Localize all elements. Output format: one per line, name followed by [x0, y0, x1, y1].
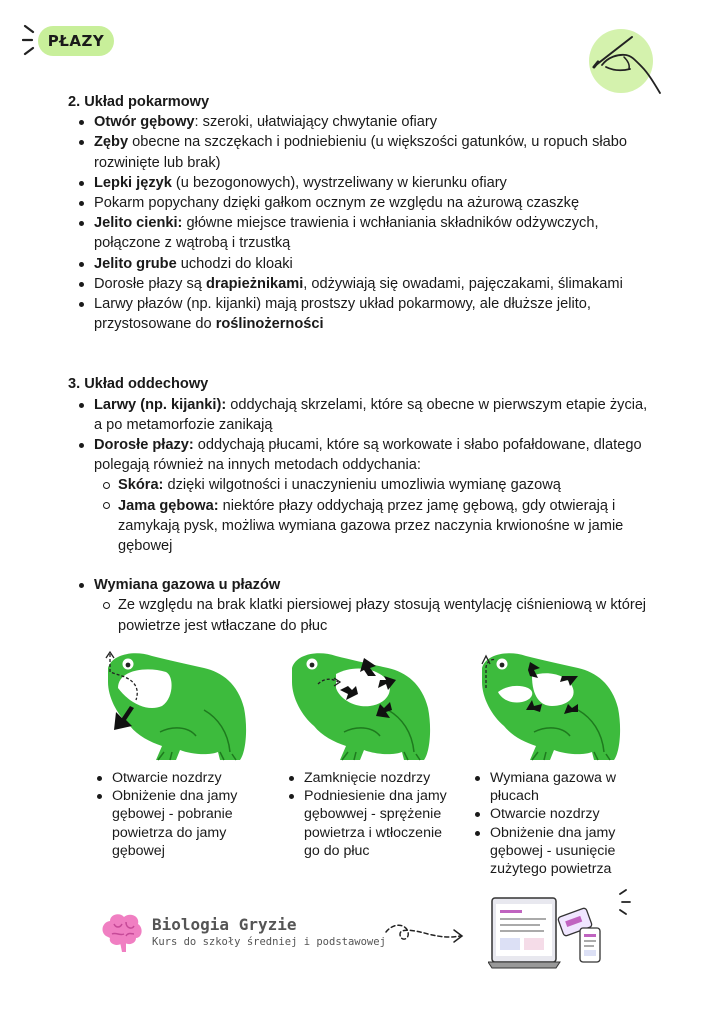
brand-name: Biologia Gryzie — [152, 915, 297, 934]
list-item: Pokarm popychany dzięki gałkom ocznym ze względu na ażurową czaszkę — [94, 193, 658, 213]
sub-list-item: Ze względu na brak klatki piersiowej płazy stosują wentylację ciśnieniową w której powietrze jest wtłaczane do płuc — [118, 595, 658, 635]
writing-hand-icon — [584, 27, 664, 97]
brain-logo-icon — [98, 910, 144, 954]
topic-tag: PŁAZY — [38, 26, 114, 56]
frog-diagram-2 — [284, 648, 434, 766]
list-item: Zęby obecne na szczękach i podniebieniu (u większości gatunków, u ropuch słabo rozwinięte lub brak) — [94, 132, 658, 172]
sub-list — [94, 475, 658, 556]
sub-list-item: Skóra: dzięki wilgotności i unaczynieniu umozliwia wymianę gazową — [118, 475, 658, 495]
section-title-digestive: 2. Układ pokarmowy — [68, 94, 210, 110]
devices-illustration-icon — [488, 888, 636, 972]
sub-list — [94, 595, 658, 635]
list-item: Wymiana gazowa u płazów Ze względu na brak klatki piersiowej płazy stosują wentylację ciśnieniową w której powietrze jest wtłaczane do płuc — [94, 575, 658, 636]
caption-step-3 — [468, 769, 648, 878]
list-item: Dorosłe płazy: oddychają płucami, które są workowate i słabo pofałdowane, dlatego polegają również na innych metodach oddychania: Skóra: dzięki wilgotności i unaczynieniu umozliwia wymianę gazową Jama gębowa: niektóre płazy oddychają przez jamę gębową, gdy otwierają i zamykają pysk, możliwa wymiana gazowa przez naczynia krwionośne w jamie gębowej — [94, 435, 658, 556]
squiggle-arrow-icon — [384, 918, 466, 950]
list-item: Larwy (np. kijanki): oddychają skrzelami, które są obecne w pierwszym etapie życia, a po metamorfozie zanikają — [94, 395, 658, 435]
caption-item: Otwarcie nozdrzy — [112, 769, 262, 787]
list-item: Larwy płazów (np. kijanki) mają prostszy układ pokarmowy, ale dłuższe jelito, przystosowane do roślinożerności — [94, 294, 658, 334]
list-item: Dorosłe płazy są drapieżnikami, odżywiają się owadami, pajęczakami, ślimakami — [94, 274, 658, 294]
section-title-respiratory: 3. Układ oddechowy — [68, 376, 209, 393]
frog-diagram-1 — [100, 648, 250, 766]
list-item: Otwór gębowy: szeroki, ułatwiający chwytanie ofiary — [94, 112, 658, 132]
caption-step-2 — [282, 769, 454, 860]
frog-diagram-3 — [474, 648, 624, 766]
list-item: Jelito grube uchodzi do kloaki — [94, 254, 658, 274]
content — [68, 92, 658, 636]
caption-item: Obniżenie dna jamy gębowej - usunięcie zużytego powietrza — [490, 824, 648, 879]
brand-subtitle: Kurs do szkoły średniej i podstawowej — [152, 936, 386, 948]
list-item: Jelito cienki: główne miejsce trawienia i wchłaniania składników odżywczych, połączone z wątrobą i trzustką — [94, 213, 658, 253]
respiratory-list — [68, 395, 658, 557]
caption-item: Podniesienie dna jamy gębowwej - sprężenie powietrza i wtłoczenie go do płuc — [304, 787, 454, 860]
caption-item: Zamknięcie nozdrzy — [304, 769, 454, 787]
sub-list-item: Jama gębowa: niektóre płazy oddychają przez jamę gębową, gdy otwierają i zamykają pysk, możliwa wymiana gazowa przez naczynia krwionośne w jamie gębowej — [118, 496, 658, 557]
caption-step-1 — [90, 769, 262, 860]
gas-exchange-list — [68, 575, 658, 636]
caption-item: Obniżenie dna jamy gębowej - pobranie powietrza do jamy gębowej — [112, 787, 262, 860]
digestive-list — [68, 112, 658, 334]
list-item: Lepki język (u bezogonowych), wystrzeliwany w kierunku ofiary — [94, 173, 658, 193]
caption-item: Wymiana gazowa w płucach — [490, 769, 648, 805]
caption-item: Otwarcie nozdrzy — [490, 805, 648, 823]
